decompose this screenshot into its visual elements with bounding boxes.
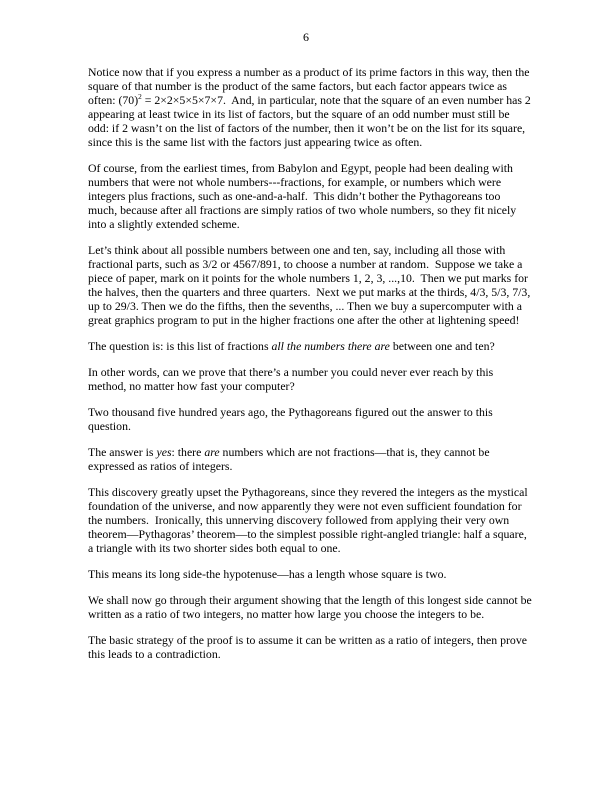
superscript-exponent: 2	[138, 92, 142, 102]
paragraph	[88, 445, 532, 473]
text-segment: Two thousand five hundred years ago, the Pythagoreans figured out the answer to this question.	[88, 405, 496, 433]
page-body	[88, 65, 535, 673]
text-segment: Of course, from the earliest times, from Babylon and Egypt, people had been dealing with numbers that were not whole numbers---fractions, for example, or numbers which were integers plus fractions, such as one-and-a-half. This didn’t bother the Pythagoreans too much, because after all fractions are simply ratios of two whole numbers, so they fit nicely into a slightly extended scheme.	[88, 161, 520, 231]
paragraph	[88, 243, 532, 327]
text-segment: We shall now go through their argument showing that the length of this longest side cannot be written as a ratio of two integers, no matter how large you choose the integers to be.	[88, 593, 535, 621]
paragraph	[88, 485, 532, 555]
text-segment: are	[204, 445, 220, 459]
text-segment: The basic strategy of the proof is to assume it can be written as a ratio of integers, then prove this leads to a contradiction.	[88, 633, 530, 661]
paragraph	[88, 593, 535, 621]
text-segment: numbers which are not fractions—that is, they cannot be expressed as ratios of integers.	[88, 445, 493, 473]
text-segment: : there	[171, 445, 205, 459]
page-number: 6	[303, 30, 309, 44]
text-segment: Notice now that if you express a number as a product of its prime factors in this way, then the square of that number is the product of the same factors, but each factor appears twice as often: (70)	[88, 65, 533, 107]
text-segment: The question is: is this list of fractions	[88, 339, 272, 353]
text-segment: The answer is	[88, 445, 157, 459]
text-segment: This discovery greatly upset the Pythagoreans, since they revered the integers as the mystical foundation of the universe, and now apparently they were not even sufficient foundation for the numbers. Ironically, this unnerving discovery followed from applying their very own theorem—Pythagoras’ theorem—to the simplest possible right-angled triangle: half a square, a triangle with its two shorter sides both equal to one.	[88, 485, 531, 555]
text-segment: = 2×2×5×5×7×7. And, in particular, note that the square of an even number has 2 appearing at least twice in its list of factors, but the square of an odd number must still be odd: if 2 wasn’t on the list of factors of the number, then it won’t be on the list for its square, since this is the same list with the factors just appearing twice as often.	[88, 93, 534, 149]
paragraph	[88, 567, 532, 581]
paragraph	[88, 65, 532, 149]
text-segment: between one and ten?	[389, 339, 495, 353]
text-segment: all the numbers there are	[271, 339, 390, 353]
text-segment: This means its long side-the hypotenuse—has a length whose square is two.	[88, 567, 447, 581]
paragraph	[88, 365, 532, 393]
paragraph	[88, 405, 532, 433]
paragraph	[88, 633, 532, 661]
paragraph	[88, 161, 532, 231]
text-segment: yes	[156, 445, 172, 459]
text-segment: In other words, can we prove that there’s a number you could never ever reach by this method, no matter how fast your computer?	[88, 365, 497, 393]
text-segment: Let’s think about all possible numbers between one and ten, say, including all those with fractional parts, such as 3/2 or 4567/891, to choose a number at random. Suppose we take a piece of paper, mark on it points for the whole numbers 1, 2, 3, ...,10. Then we put marks for the halves, then the quarters and three quarters. Next we put marks at the thirds, 4/3, 5/3, 7/3, up to 29/3. Then we do the fifths, then the sevenths, ... Then we buy a supercomputer with a great graphics program to put in the higher fractions one after the other at lightening speed!	[88, 243, 534, 327]
paragraph	[88, 339, 532, 353]
